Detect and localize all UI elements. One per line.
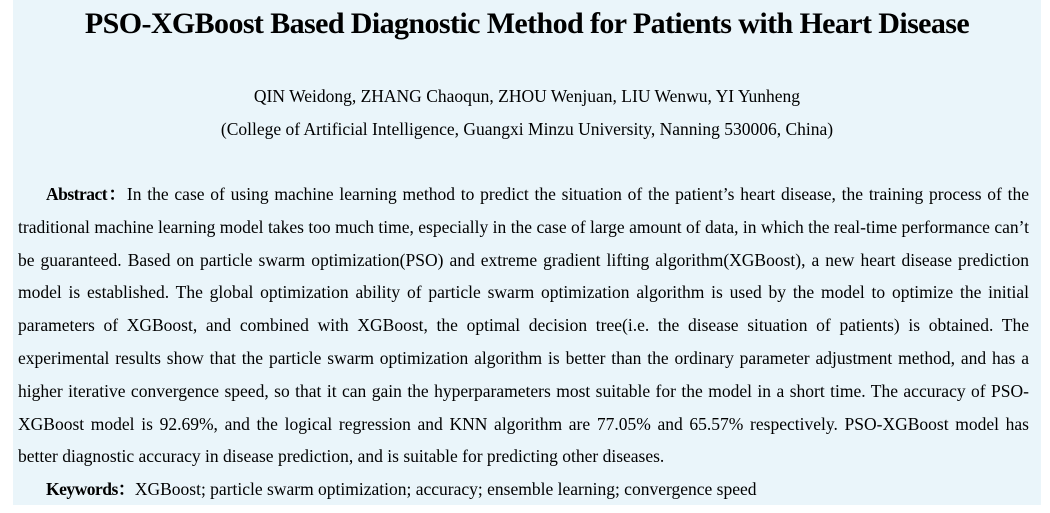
- abstract-text: In the case of using machine learning method to predict the situation of the patient’s heart disease, the training process of the traditional machine learning model takes too much time, especially in the case of large amount of data, in which the real-time performance can’t be guaranteed. Based on particle swarm optimization(PSO) and extreme gradient lifting algorithm(XGBoost), a new heart disease prediction model is established. The global optimization ability of particle swarm optimization algorithm is used by the model to optimize the initial parameters of XGBoost, and combined with XGBoost, the optimal decision tree(i.e. the disease situation of patients) is obtained. The experimental results show that the particle swarm optimization algorithm is better than the ordinary parameter adjustment method, and has a higher iterative convergence speed, so that it can gain the hyperparameters most suitable for the model in a short time. The accuracy of PSO-XGBoost model is 92.69%, and the logical regression and KNN algorithm are 77.05% and 65.57% respectively. PSO-XGBoost model has better diagnostic accuracy in disease prediction, and is suitable for predicting other diseases.: [18, 184, 1029, 467]
- author-list: QIN Weidong, ZHANG Chaoqun, ZHOU Wenjuan, LIU Wenwu, YI Yunheng: [253, 86, 801, 106]
- keywords-line: [46, 478, 757, 500]
- abstract-paragraph: [18, 178, 1029, 473]
- paper-title: PSO-XGBoost Based Diagnostic Method for Patients with Heart Disease: [84, 7, 970, 40]
- paper-page: [13, 0, 1041, 505]
- abstract-label: Abstract：: [46, 184, 127, 204]
- keywords-label: Keywords：: [46, 479, 135, 499]
- author-affiliation: (College of Artificial Intelligence, Guangxi Minzu University, Nanning 530006, China): [220, 119, 834, 139]
- keywords-text: XGBoost; particle swarm optimization; accuracy; ensemble learning; convergence speed: [134, 479, 757, 499]
